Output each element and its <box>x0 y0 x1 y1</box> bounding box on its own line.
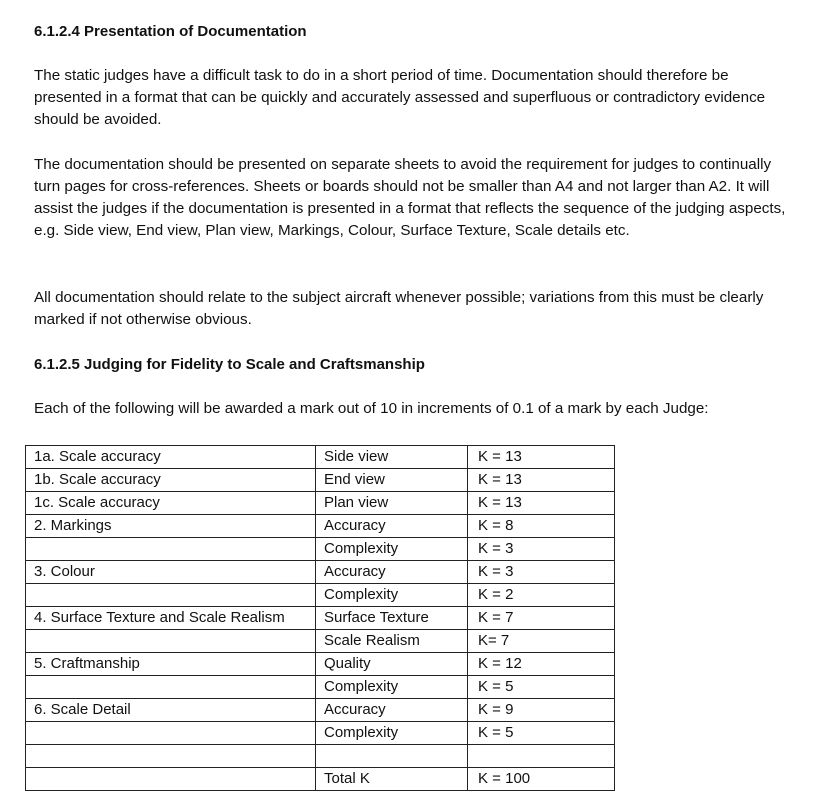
aspect-cell: Accuracy <box>316 699 468 722</box>
aspect-cell: Side view <box>316 446 468 469</box>
aspect-cell: Surface Texture <box>316 607 468 630</box>
aspect-cell: Complexity <box>316 584 468 607</box>
table-row <box>26 561 615 584</box>
k-factor-cell: K = 2 <box>468 584 615 607</box>
category-cell: 5. Craftmanship <box>26 653 316 676</box>
paragraph: Each of the following will be awarded a mark out of 10 in increments of 0.1 of a mark by each Judge: <box>34 400 709 417</box>
k-factor-cell: K= 7 <box>468 630 615 653</box>
aspect-cell: Complexity <box>316 538 468 561</box>
judging-marks-table <box>25 445 615 791</box>
paragraph: All documentation should relate to the subject aircraft whenever possible; variations from this must be clearly marked if not otherwise obvious. <box>34 289 764 328</box>
k-factor-cell: K = 5 <box>468 676 615 699</box>
aspect-cell: Scale Realism <box>316 630 468 653</box>
paragraph: The documentation should be presented on separate sheets to avoid the requirement for judges to continually turn pages for cross-references. Sheets or boards should not be smaller than A4 and not larger than A2. It will assist the judges if the documentation is presented in a format that reflects the sequence of the judging aspects, e.g. Side view, End view, Plan view, Markings, Colour, Surface Texture, Scale details etc. <box>34 156 786 239</box>
paragraph: The static judges have a difficult task to do in a short period of time. Documentation should therefore be presented in a format that can be quickly and accurately assessed and superfluous or contradictory evidence should be avoided. <box>34 67 766 128</box>
section-heading-presentation: 6.1.2.4 Presentation of Documentation <box>34 23 307 40</box>
category-cell: 3. Colour <box>26 561 316 584</box>
table-row <box>26 768 615 791</box>
table-row <box>26 469 615 492</box>
category-cell <box>26 768 316 791</box>
table-row <box>26 515 615 538</box>
table-row <box>26 676 615 699</box>
category-cell: 6. Scale Detail <box>26 699 316 722</box>
table-row <box>26 584 615 607</box>
category-cell: 4. Surface Texture and Scale Realism <box>26 607 316 630</box>
k-factor-cell: K = 13 <box>468 446 615 469</box>
aspect-cell: End view <box>316 469 468 492</box>
section-heading-judging: 6.1.2.5 Judging for Fidelity to Scale and Craftsmanship <box>34 356 425 373</box>
aspect-cell: Accuracy <box>316 515 468 538</box>
table-row <box>26 492 615 515</box>
aspect-cell: Total K <box>316 768 468 791</box>
k-factor-cell <box>468 745 615 768</box>
table-row <box>26 745 615 768</box>
category-cell <box>26 676 316 699</box>
table-row <box>26 630 615 653</box>
category-cell: 2. Markings <box>26 515 316 538</box>
table-row <box>26 607 615 630</box>
k-factor-cell: K = 5 <box>468 722 615 745</box>
category-cell <box>26 538 316 561</box>
table-row <box>26 699 615 722</box>
k-factor-cell: K = 3 <box>468 561 615 584</box>
table-row <box>26 538 615 561</box>
k-factor-cell: K = 13 <box>468 469 615 492</box>
category-cell <box>26 745 316 768</box>
k-factor-cell: K = 3 <box>468 538 615 561</box>
category-cell: 1a. Scale accuracy <box>26 446 316 469</box>
k-factor-cell: K = 7 <box>468 607 615 630</box>
category-cell <box>26 584 316 607</box>
k-factor-cell: K = 9 <box>468 699 615 722</box>
table-row <box>26 446 615 469</box>
k-factor-cell: K = 100 <box>468 768 615 791</box>
aspect-cell <box>316 745 468 768</box>
k-factor-cell: K = 13 <box>468 492 615 515</box>
category-cell <box>26 722 316 745</box>
category-cell: 1c. Scale accuracy <box>26 492 316 515</box>
aspect-cell: Accuracy <box>316 561 468 584</box>
aspect-cell: Quality <box>316 653 468 676</box>
k-factor-cell: K = 8 <box>468 515 615 538</box>
aspect-cell: Complexity <box>316 676 468 699</box>
table-row <box>26 653 615 676</box>
aspect-cell: Plan view <box>316 492 468 515</box>
category-cell: 1b. Scale accuracy <box>26 469 316 492</box>
category-cell <box>26 630 316 653</box>
table-row <box>26 722 615 745</box>
aspect-cell: Complexity <box>316 722 468 745</box>
k-factor-cell: K = 12 <box>468 653 615 676</box>
